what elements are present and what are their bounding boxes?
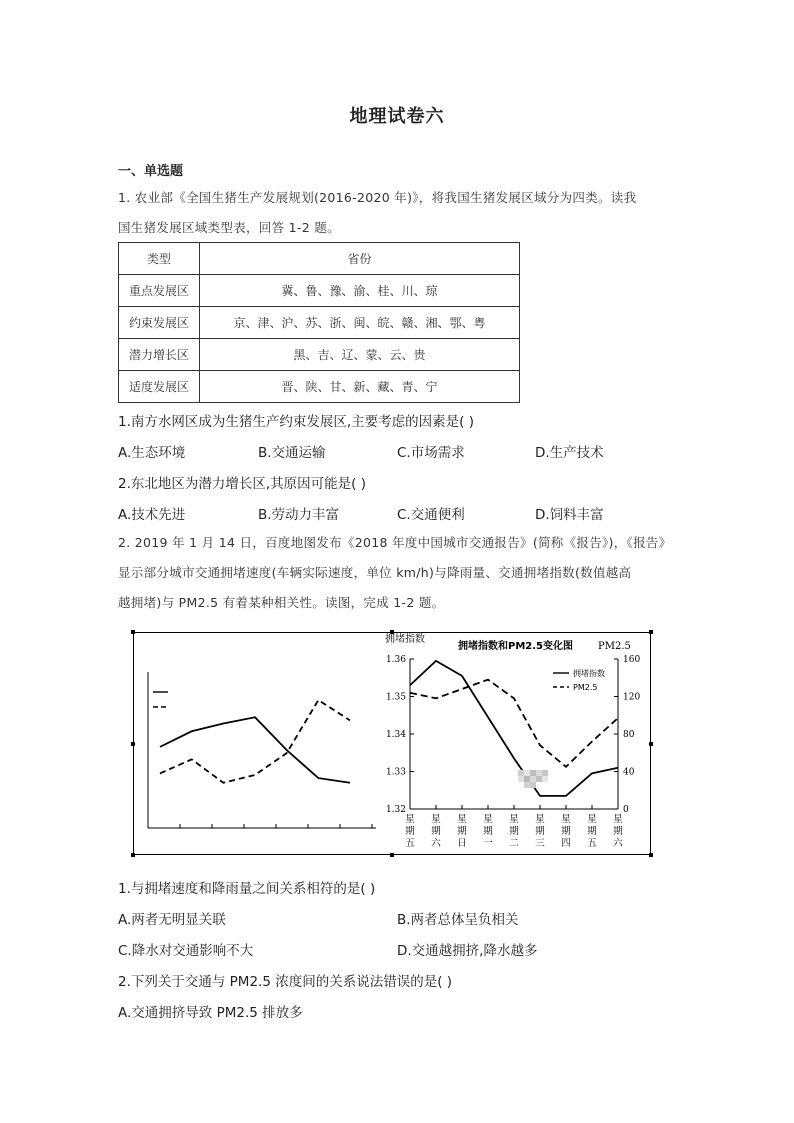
question-text: 2.东北地区为潜力增长区,其原因可能是( ) — [118, 476, 366, 492]
option-c[interactable]: C.降水对交通影响不大 — [118, 943, 254, 959]
left-chart — [148, 672, 376, 828]
x-tick-label: 星期五 — [587, 814, 597, 849]
x-tick-label: 星期六 — [613, 814, 623, 849]
table-cell-type: 约束发展区 — [119, 307, 200, 339]
q2-intro-line: 越拥堵)与 PM2.5 有着某种相关性。读图，完成 1-2 题。 — [118, 595, 445, 610]
right-y-tick-label: 160 — [623, 655, 641, 665]
blurred-watermark — [518, 770, 548, 788]
option-d[interactable]: D.饲料丰富 — [535, 507, 604, 523]
table-row — [119, 371, 520, 403]
table-header: 省份 — [200, 243, 520, 275]
table-row — [119, 307, 520, 339]
left-solid-series — [160, 717, 350, 783]
table-cell-type: 潜力增长区 — [119, 339, 200, 371]
table-cell-type: 适度发展区 — [119, 371, 200, 403]
option-d[interactable]: D.交通越拥挤,降水越多 — [397, 943, 538, 959]
table-cell-provinces: 晋、陕、甘、新、藏、青、宁 — [200, 371, 520, 403]
table-cell-type: 重点发展区 — [119, 275, 200, 307]
x-tick-label: 星期六 — [431, 814, 441, 849]
table-header-row — [119, 243, 520, 275]
right-y-tick-label: 80 — [623, 730, 635, 740]
left-y-tick-label: 1.34 — [385, 730, 406, 740]
x-tick-label: 星期五 — [405, 814, 415, 849]
left-y-tick-label: 1.33 — [385, 767, 406, 778]
table-cell-provinces: 冀、鲁、豫、渝、桂、川、琼 — [200, 275, 520, 307]
q1-intro-line: 国生猪发展区域类型表，回答 1-2 题。 — [118, 220, 340, 235]
left-y-tick-label: 1.35 — [385, 692, 406, 703]
question-text: 1.与拥堵速度和降雨量之间关系相符的是( ) — [118, 881, 376, 897]
selection-handle[interactable] — [131, 853, 135, 857]
left-y-tick-label: 1.32 — [385, 805, 406, 815]
region-table — [118, 242, 520, 403]
option-c[interactable]: C.市场需求 — [397, 445, 465, 461]
selection-handle[interactable] — [390, 853, 394, 857]
question-text: 2.下列关于交通与 PM2.5 浓度间的关系说法错误的是( ) — [118, 974, 453, 990]
selection-handle[interactable] — [649, 742, 653, 746]
q2-intro — [118, 528, 693, 618]
option-b[interactable]: B.劳动力丰富 — [258, 507, 340, 523]
pm25-series — [410, 680, 618, 767]
page-title: 地理试卷六 — [349, 106, 445, 127]
selection-handle[interactable] — [649, 630, 653, 634]
option-a[interactable]: A.两者无明显关联 — [118, 912, 226, 928]
legend-pm25-label: PM2.5 — [573, 683, 598, 692]
x-tick-label: 星期三 — [535, 814, 545, 849]
right-y-tick-label: 40 — [623, 767, 635, 778]
right-chart-title: 拥堵指数和PM2.5变化图 — [458, 641, 573, 652]
option-a[interactable]: A.交通拥挤导致 PM2.5 排放多 — [118, 1005, 303, 1021]
left-dashed-series — [160, 700, 350, 783]
q2-intro-line: 显示部分城市交通拥堵速度(车辆实际速度，单位 km/h)与降雨量、交通拥堵指数(数值越高 — [118, 565, 632, 580]
figure-frame — [133, 632, 651, 855]
selection-handle[interactable] — [649, 853, 653, 857]
right-y-tick-label: 0 — [623, 805, 629, 815]
x-tick-label: 星期日 — [457, 814, 467, 849]
q2-intro-line: 2. 2019 年 1 月 14 日，百度地图发布《2018 年度中国城市交通报告》(简称《报告》)，《报告》 — [118, 535, 672, 550]
left-y-tick-label: 1.36 — [385, 655, 406, 665]
option-c[interactable]: C.交通便利 — [397, 507, 465, 523]
question-text: 1.南方水网区成为生猪生产约束发展区,主要考虑的因素是( ) — [118, 414, 474, 430]
right-ylabel-right: PM2.5 — [598, 641, 631, 652]
right-y-tick-label: 120 — [623, 692, 641, 703]
option-b[interactable]: B.两者总体呈负相关 — [397, 912, 519, 928]
congestion-series — [410, 661, 618, 796]
option-a[interactable]: A.生态环境 — [118, 445, 186, 461]
table-row — [119, 339, 520, 371]
table-row — [119, 275, 520, 307]
selection-handle[interactable] — [131, 742, 135, 746]
q1-intro — [118, 183, 693, 243]
legend-congestion-label: 拥堵指数 — [573, 669, 605, 678]
table-cell-provinces: 黑、吉、辽、蒙、云、贵 — [200, 339, 520, 371]
x-tick-label: 星期一 — [483, 814, 493, 849]
section-heading: 一、单选题 — [118, 164, 184, 179]
selection-handle[interactable] — [131, 630, 135, 634]
option-b[interactable]: B.交通运输 — [258, 445, 326, 461]
option-d[interactable]: D.生产技术 — [535, 445, 604, 461]
table-cell-provinces: 京、津、沪、苏、浙、闽、皖、赣、湘、鄂、粤 — [200, 307, 520, 339]
figure-svg — [133, 632, 651, 855]
x-tick-label: 星期二 — [509, 814, 519, 849]
right-chart — [385, 632, 640, 849]
q1-intro-line: 1. 农业部《全国生猪生产发展规划(2016-2020 年)》，将我国生猪发展区域分为四类。读我 — [118, 190, 637, 205]
right-ylabel-left: 拥堵指数 — [385, 634, 425, 645]
x-tick-label: 星期四 — [561, 814, 571, 849]
option-a[interactable]: A.技术先进 — [118, 507, 186, 523]
table-header: 类型 — [119, 243, 200, 275]
selection-handle[interactable] — [390, 630, 394, 634]
